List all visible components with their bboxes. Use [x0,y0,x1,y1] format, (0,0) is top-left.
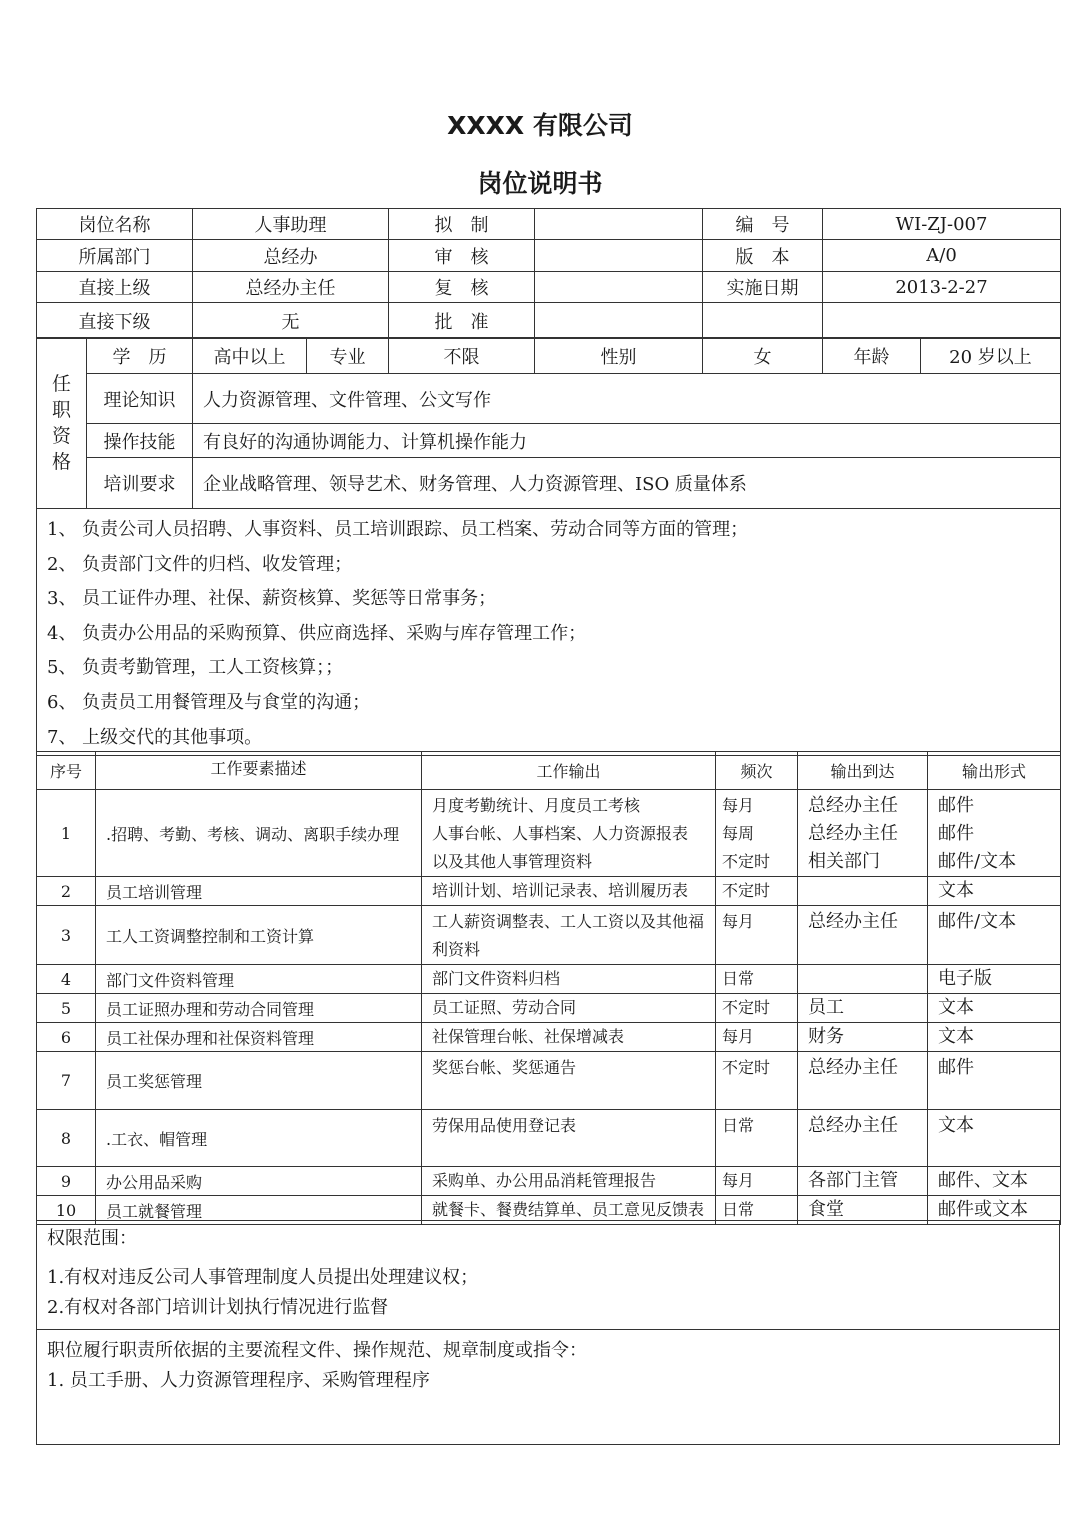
row-output-line: 月度考勤统计、月度员工考核 [432,796,641,815]
row-format [928,790,1061,877]
row-destination [798,1167,928,1196]
job-info-table [36,208,1060,339]
row-number: 1 [37,790,96,877]
row-output [422,906,716,965]
number-label: 编 号 [703,209,823,240]
table-row [37,906,1061,965]
training-value: 企业战略管理、领导艺术、财务管理、人力资源管理、ISO 质量体系 [193,458,1061,509]
row-description: 员工培训管理 [96,877,422,906]
document-title: 岗位说明书 [477,169,603,198]
age-value: 20 岁以上 [921,338,1061,374]
rechecked-value [535,272,703,303]
rechecked-label: 复 核 [389,272,535,303]
row-format-line: 邮件 [938,823,974,844]
reviewed-label: 审 核 [389,240,535,272]
row-destination-line: 总经办主任 [808,911,898,932]
row-destination [798,906,928,965]
row-frequency-line: 不定时 [722,881,771,900]
table-row [37,1023,1061,1052]
row-description: 办公用品采购 [96,1167,422,1196]
list-item: 5、 负责考勤管理，工人工资核算；； [47,657,344,679]
list-item: 4、 负责办公用品的采购预算、供应商选择、采购与库存管理工作； [47,622,587,644]
age-label: 年龄 [823,338,921,374]
list-item: 6、 负责员工用餐管理及与食堂的沟通； [47,691,371,713]
superior-value: 总经办主任 [193,272,389,303]
row-frequency-line: 每月 [722,912,755,931]
row-number: 4 [37,965,96,994]
position-value: 人事助理 [193,209,389,240]
row-format [928,1052,1061,1110]
work-elements-table [36,751,1060,1225]
row-frequency-line: 不定时 [722,852,771,871]
row-output-line: 社保管理台帐、社保增减表 [432,1027,625,1046]
row-output-line: 部门文件资料归档 [432,969,561,988]
theory-label: 理论知识 [87,374,193,424]
row-frequency [716,877,798,906]
row-number: 6 [37,1023,96,1052]
col-header-no: 序号 [37,752,96,790]
subordinate-label: 直接下级 [37,303,193,339]
date-label: 实施日期 [703,272,823,303]
training-label: 培训要求 [87,458,193,509]
row-destination [798,1110,928,1167]
position-label: 岗位名称 [37,209,193,240]
list-item: 1、 负责公司人员招聘、人事资料、员工培训跟踪、员工档案、劳动合同等方面的管理； [47,519,749,540]
row-destination-line: 总经办主任 [808,823,898,844]
qualification-section-label: 任职资格 [37,338,87,509]
version-label: 版 本 [703,240,823,272]
row-frequency-line: 每月 [722,796,755,815]
row-frequency-line: 日常 [722,969,755,988]
row-format [928,1110,1061,1167]
row-frequency [716,965,798,994]
row-destination-line: 食堂 [808,1199,844,1220]
row-frequency [716,1110,798,1167]
row-output-line: 利资料 [432,940,481,959]
row-format-line: 文本 [938,1026,974,1047]
col-header-form: 输出形式 [928,752,1061,790]
row-description: 员工社保办理和社保资料管理 [96,1023,422,1052]
gender-label: 性别 [535,338,703,374]
education-label: 学 历 [87,338,193,374]
row-format [928,906,1061,965]
row-description: 员工奖惩管理 [96,1052,422,1110]
skills-label: 操作技能 [87,424,193,458]
table-row [37,877,1061,906]
approved-value [535,303,703,339]
authority-table [36,1220,1060,1445]
row-output-line: 采购单、办公用品消耗管理报告 [432,1171,657,1190]
row-format [928,994,1061,1023]
row-format-line: 电子版 [938,968,992,989]
row-output [422,877,716,906]
col-header-to: 输出到达 [798,752,928,790]
list-item: 1.有权对违反公司人事管理制度人员提出处理建议权； [47,1267,479,1288]
row-frequency [716,1167,798,1196]
row-format-line: 邮件、文本 [938,1170,1028,1191]
row-output-line: 员工证照、劳动合同 [432,998,577,1017]
table-row [37,790,1061,877]
row-description: 员工就餐管理 [96,1196,422,1225]
row-frequency-line: 每月 [722,1171,755,1190]
table-row [37,1167,1061,1196]
authority-section [37,1221,1060,1330]
list-item: 7、 上级交代的其他事项。 [47,726,263,748]
row-number: 9 [37,1167,96,1196]
row-description: 部门文件资料管理 [96,965,422,994]
row-destination [798,1052,928,1110]
table-row [37,994,1061,1023]
skills-value: 有良好的沟通协调能力、计算机操作能力 [193,424,1061,458]
row-output [422,1167,716,1196]
qualification-table [36,337,1060,756]
row-frequency-line: 日常 [722,1116,755,1135]
row-format-line: 文本 [938,997,974,1018]
row-number: 2 [37,877,96,906]
row-format-line: 邮件/文本 [938,911,1017,932]
row-destination [798,965,928,994]
gender-value: 女 [703,338,823,374]
major-label: 专业 [307,338,389,374]
row-frequency-line: 不定时 [722,1058,771,1077]
approved-label: 批 准 [389,303,535,339]
row-destination-line: 总经办主任 [808,795,898,816]
row-format-line: 邮件 [938,1057,974,1078]
row-output-line: 就餐卡、餐费结算单、员工意见反馈表 [432,1200,705,1219]
row-output-line: 培训计划、培训记录表、培训履历表 [432,881,689,900]
row-output-line: 劳保用品使用登记表 [432,1116,577,1135]
row-output-line: 奖惩台帐、奖惩通告 [432,1058,577,1077]
row-output [422,994,716,1023]
row-output-line: 工人薪资调整表、工人工资以及其他福 [432,912,705,931]
list-item: 1. 员工手册、人力资源管理程序、采购管理程序 [47,1370,430,1391]
education-value: 高中以上 [193,338,307,374]
row-frequency [716,906,798,965]
duties-list [37,509,1061,756]
row-destination-line: 总经办主任 [808,1057,898,1078]
row-destination [798,790,928,877]
row-output [422,1052,716,1110]
row-number: 5 [37,994,96,1023]
list-item: 2.有权对各部门培训计划执行情况进行监督 [47,1297,389,1318]
row-output [422,965,716,994]
col-header-desc: 工作要素描述 [96,752,422,790]
row-format-line: 文本 [938,1115,974,1136]
row-frequency [716,790,798,877]
row-output [422,790,716,877]
row-number: 7 [37,1052,96,1110]
row-frequency-line: 每月 [722,1027,755,1046]
col-header-freq: 频次 [716,752,798,790]
drafted-value [535,209,703,240]
number-value: WI-ZJ-007 [823,209,1061,240]
row-frequency [716,1052,798,1110]
authority-label: 权限范围： [47,1228,137,1249]
row-frequency [716,994,798,1023]
row-destination-line: 总经办主任 [808,1115,898,1136]
row-frequency [716,1023,798,1052]
row-number: 10 [37,1196,96,1225]
row-destination-line: 各部门主管 [808,1170,898,1191]
row-output [422,1023,716,1052]
table-row [37,965,1061,994]
row-description: 工人工资调整控制和工资计算 [96,906,422,965]
row-format-line: 邮件 [938,795,974,816]
row-format [928,1023,1061,1052]
row-destination [798,877,928,906]
version-value: A/0 [823,240,1061,272]
subordinate-value: 无 [193,303,389,339]
reviewed-value [535,240,703,272]
row-destination-line: 财务 [808,1026,844,1047]
col-header-output: 工作输出 [422,752,716,790]
row-destination [798,994,928,1023]
dept-label: 所属部门 [37,240,193,272]
row-destination [798,1023,928,1052]
row-format-line: 邮件或文本 [938,1199,1028,1220]
row-number: 8 [37,1110,96,1167]
theory-value: 人力资源管理、文件管理、公文写作 [193,374,1061,424]
row-format-line: 邮件/文本 [938,851,1017,872]
row-output-line: 以及其他人事管理资料 [432,852,593,871]
dept-value: 总经办 [193,240,389,272]
row-format [928,965,1061,994]
table-row [37,1052,1061,1110]
date-value: 2013-2-27 [823,272,1061,303]
row-destination-line: 相关部门 [808,851,880,872]
basis-label: 职位履行职责所依据的主要流程文件、操作规范、规章制度或指令： [47,1340,587,1361]
basis-section [37,1330,1060,1445]
row-output [422,1110,716,1167]
row-format [928,1167,1061,1196]
row-format-line: 文本 [938,880,974,901]
company-name: XXXX 有限公司 [447,111,633,140]
row-frequency-line: 不定时 [722,998,771,1017]
table-row [37,1110,1061,1167]
major-value: 不限 [389,338,535,374]
list-item: 3、 员工证件办理、社保、薪资核算、奖惩等日常事务； [47,588,497,610]
row-output-line: 人事台帐、人事档案、人力资源报表 [432,824,689,843]
row-description: 员工证照办理和劳动合同管理 [96,994,422,1023]
list-item: 2、 负责部门文件的归档、收发管理； [47,553,353,575]
drafted-label: 拟 制 [389,209,535,240]
row-frequency-line: 每周 [722,824,755,843]
row-number: 3 [37,906,96,965]
row-frequency-line: 日常 [722,1200,755,1219]
row-description: .工衣、帽管理 [96,1110,422,1167]
row-description: .招聘、考勤、考核、调动、离职手续办理 [96,790,422,877]
superior-label: 直接上级 [37,272,193,303]
row-destination-line: 员工 [808,997,844,1018]
row-format [928,877,1061,906]
